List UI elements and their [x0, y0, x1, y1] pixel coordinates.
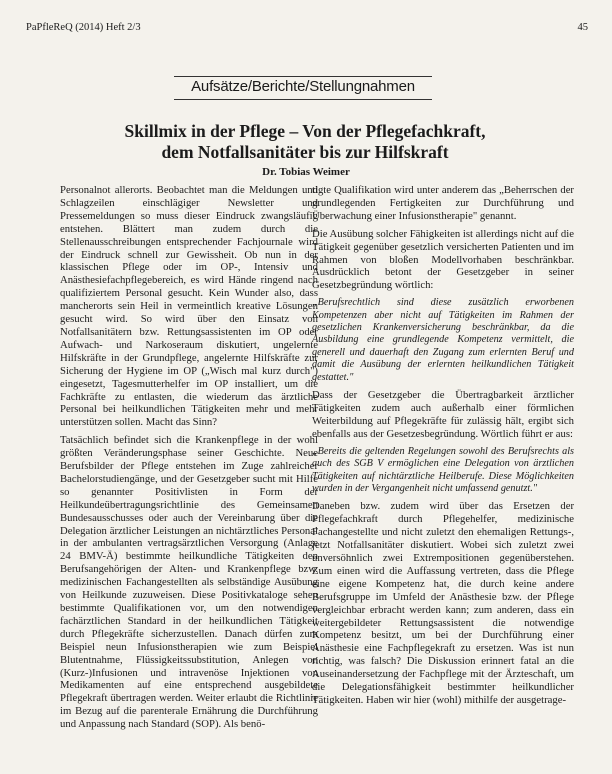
journal-citation: PaPfleReQ (2014) Heft 2/3: [26, 22, 141, 33]
block-quote: „Bereits die geltenden Regelungen sowohl des Berufsrechts als auch des SGB V ermöglichen eine Delegation von ärztlichen Tätigkeiten auf nichtärztliche Heilberufe. Diese Möglichkeiten wurden in der Vergangenheit nicht umfassend genutzt.": [312, 445, 574, 494]
paragraph: Daneben bzw. zudem wird über das Ersetzen der Pflegefachkraft durch Pflegehelfer, medizinische Fachangestellte und nicht zuletzt den ehemaligen Rettungs-, jetzt Notfallsanitäter diskutiert. Wobei sich zuletzt zwei unversöhnlich zwei Extrempositionen gegenüberstehen. Zum einen wird die Auffassung vertreten, dass die Pflege eine eigene Kompetenz hat, die durch keine andere Berufsgruppe im Umfeld der Anästhesie bzw. der Pflege vergleichbar erbracht werden kann; zum anderen, dass ein weitergebildeter Rettungsassistent die notwendige Kompetenz besitzt, um bei der Durchführung einer Anästhesie eine Fachpflegekraft zu ersetzen. Was ist nun richtig, was falsch? Die Diskussion erinnert fatal an die Auseinandersetzung der Fachpflege mit der Ärzteschaft, um die Delegationsfähigkeit bestimmter heilkundlicher Tätigkeiten. Haben wir hier (wohl) mithilfe der ausgetrage-: [312, 500, 574, 706]
block-quote: „Berufsrechtlich sind diese zusätzlich erworbenen Kompetenzen aber nicht auf Tätigkeiten im Rahmen der gesetzlichen Krankenversicherung beschränkbar, da die Ausbildung eine grundlegende Kompetenz vermittelt, die generell und dauerhaft den Zugang zum erlernten Beruf und damit die Ausübung der erlernten heilkundlichen Tätigkeit gestattet.": [312, 297, 574, 383]
paragraph: tigte Qualifikation wird unter anderem das „Beherrschen der grundlegenden Fertigkeiten zur Durchführung und Überwachung einer Infusionstherapie" genannt.: [312, 184, 574, 222]
running-head: [26, 8, 588, 33]
page-number: 45: [577, 22, 588, 33]
article-title: [80, 121, 530, 163]
author-name: Dr. Tobias Weimer: [262, 166, 350, 178]
right-column: [312, 184, 574, 712]
paragraph: Die Ausübung solcher Fähigkeiten ist allerdings nicht auf die Tätigkeit gegenüber gesetzlich versicherten Patienten und im Rahmen von bloßen Modellvorhaben beschränkbar. Ausdrücklich betont der Gesetzgeber in seiner Gesetzbegründung wörtlich:: [312, 227, 574, 292]
article-title-line-2: dem Notfallsanitäter bis zur Hilfskraft: [161, 142, 449, 162]
section-heading: Aufsätze/Berichte/Stellungnahmen: [191, 78, 415, 95]
paragraph: Tatsächlich befindet sich die Krankenpflege in der wohl größten Veränderungsphase seiner Geschichte. Neue Berufsbilder der Pflege entstehen im Zuge zahlreicher Bachelorstudiengänge, und der Gesetzgeber sucht mit Hilfe so genannter Positivlisten in Form der Heilkundeübertragungsrichtlinie des Gemeinsamen Bundesausschusses oder auch der Vereinbarung über die Delegation ärztlicher Leistungen an nichtärztliches Personal in der ambulanten vertragsärztlichen Versorgung (Anlage 24 BMV-Ä) bestimmte heilkundliche Tätigkeiten den Berufsangehörigen der Alten- und Krankenpflege bzw. medizinischen Fachangestellten als selbständige Ausübung von Heilkunde zuzuweisen. Diese Positivkataloge sehen bestimmte Qualifikationen vor, um den notwendigen fachärztlichen Standard in der heilkundlichen Tätigkeit durch Pflegekräfte sicherzustellen. Danach dürfen zum Beispiel neun Infusionstherapien wie zum Beispiel Blutentnahme, Flüssigkeitssubstitution, Anlegen von (Kurz-)Infusionen und intravenöse Injektionen von Medikamenten auf eine entsprechend ausgebildete Pflegekraft übertragen werden. Weiter erlaubt die Richtlinie im Bezug auf die parenterale Ernährung die Durchführung und Anpassung nach Standard (SOP). Als benö-: [60, 434, 318, 731]
section-rule-bottom: [174, 99, 432, 100]
article-title-line-1: Skillmix in der Pflege – Von der Pflegefachkraft,: [124, 121, 486, 141]
left-column: [60, 184, 318, 736]
paragraph: Dass der Gesetzgeber die Übertragbarkeit ärztlicher Tätigkeiten zudem auch außerhalb einer förmlichen Weiterbildung auf Pflegekräfte für zulässig hält, ergibt sich ebenfalls aus der Gesetzesbegründung. Wörtlich führt er aus:: [312, 389, 574, 440]
section-rule-top: [174, 76, 432, 77]
paragraph: Personalnot allerorts. Beobachtet man die Meldungen und Schlagzeilen einschlägiger Newsletter und Pressemeldungen so muss dieser Eindruck zwangsläufig entstehen. Blättert man zudem durch die Stellenausschreibungen entsprechender Fachjournale wird der Eindruck schnell zur Gewissheit. Ob nun in der klassischen Pflege oder im OP-, Intensiv und Anästhesiefachpflegebereich, es wird Hände ringend nach qualifiziertem Personal gesucht. Kein Wunder also, dass mancherorts sein Heil in vermeintlich kreative Lösungen gesucht wird. So wird über den Einsatz von Notfallsanitätern bzw. Rettungsassistenten im OP oder Aufwach- und Narkoseraum diskutiert, ungelernte Hilfskräfte in der Grundpflege, angelernte Hilfskräfte zur Sicherung der Hygiene im OP („Wisch mal kurz durch") eingesetzt, Tagesmutterhelfer im OP installiert, um die Fachkräfte zu entlasten, die wiederum das ärztliche Personal bei heilkundlichen Tätigkeiten mehr und mehr unterstützen sollen. Macht das Sinn?: [60, 184, 318, 429]
